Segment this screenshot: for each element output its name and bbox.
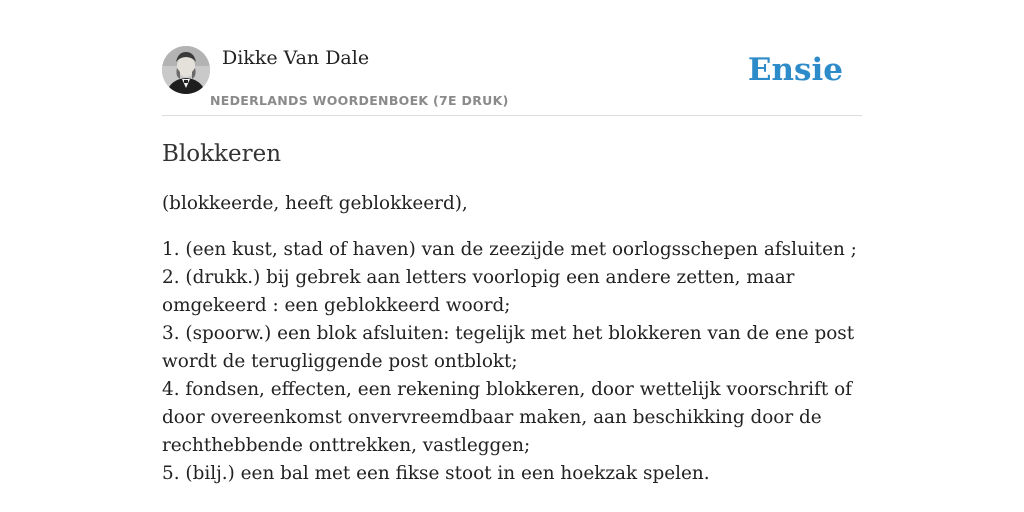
definition-4: 4. fondsen, effecten, een rekening blokkeren, door wettelijk voorschrift of door overeenkomst onvervreemdbaar maken, aan beschikking door de rechthebbende onttrekken, vastleggen;	[162, 379, 852, 456]
entry-forms: (blokkeerde, heeft geblokkeerd),	[162, 193, 468, 214]
author-name[interactable]: Dikke Van Dale	[222, 47, 370, 69]
definition-5: 5. (bilj.) een bal met een fikse stoot in een hoekzak spelen.	[162, 463, 710, 484]
author-avatar[interactable]	[162, 46, 210, 94]
definition-1: 1. (een kust, stad of haven) van de zeezijde met oorlogsschepen afsluiten ;	[162, 239, 857, 260]
brand-logo[interactable]: Ensie	[747, 52, 843, 88]
entry-title: Blokkeren	[162, 141, 282, 167]
entry-header	[162, 40, 862, 116]
definition-3: 3. (spoorw.) een blok afsluiten: tegelijk met het blokkeren van de ene post wordt de terugliggende post ontblokt;	[162, 323, 855, 372]
entry-card	[162, 40, 862, 484]
portrait-image	[162, 46, 210, 94]
source-label[interactable]: NEDERLANDS WOORDENBOEK (7E DRUK)	[210, 93, 509, 108]
definition-2: 2. (drukk.) bij gebrek aan letters voorlopig een andere zetten, maar omgekeerd : een geblokkeerd woord;	[162, 267, 795, 316]
entry-body	[162, 190, 862, 488]
